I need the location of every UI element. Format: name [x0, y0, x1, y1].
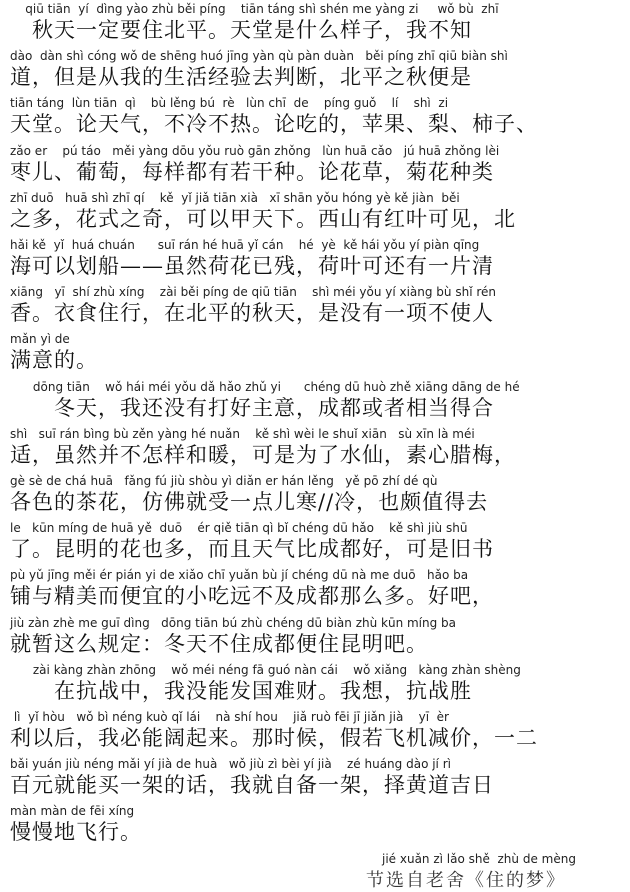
pinyin-row: mǎn yì de: [10, 332, 70, 347]
hanzi-row: 海可以划船——虽然荷花已残，荷叶可还有一片清: [10, 254, 494, 278]
hanzi-row: 之多，花式之奇，可以甲天下。西山有红叶可见，北: [10, 206, 516, 231]
pinyin-row: shì suī rán bìng bù zěn yàng hé nuǎn kě shì wèi le shuǐ xiān sù xīn là méi: [10, 426, 475, 441]
hanzi-row: 利以后，我必能阔起来。那时候，假若飞机减价，一二: [10, 726, 538, 750]
pinyin-row: tiān táng lùn tiān qì bù lěng bú rè lùn chī de píng guǒ lí shì zi: [10, 96, 449, 111]
pinyin-row: xiāng yī shí zhù xíng zài běi píng de qiū tiān shì méi yǒu yí xiàng bù shǐ rén: [10, 285, 497, 300]
pinyin-row: pù yǔ jīng měi ér pián yi de xiǎo chī yuǎn bù jí chéng dū nà me duō hǎo ba: [10, 568, 469, 583]
source-citation: 节选自老舍《住的梦》: [366, 870, 566, 891]
hanzi-row: 在抗战中，我没能发国难财。我想，抗战胜: [10, 678, 472, 703]
hanzi-row: 满意的。: [10, 348, 98, 373]
hanzi-row: 各色的茶花，仿佛就受一点儿寒//冷，也颇值得去: [10, 490, 489, 514]
pinyin-row: zǎo er pú táo měi yàng dōu yǒu ruò gān zhǒng lùn huā cǎo jú huā zhǒng lèi: [10, 143, 500, 158]
pinyin-row: le kūn míng de huā yě duō ér qiě tiān qì bǐ chéng dū hǎo kě shì jiù shū: [10, 521, 468, 536]
pinyin-row: hǎi kě yǐ huá chuán suī rán hé huā yǐ cán hé yè kě hái yǒu yí piàn qīng: [10, 238, 480, 252]
pinyin-row: bǎi yuán jiù néng mǎi yí jià de huà wǒ jiù zì bèi yí jià zé huáng dào jí rì: [10, 757, 451, 772]
hanzi-row: 香。衣食住行，在北平的秋天，是没有一项不使人: [10, 301, 494, 326]
hanzi-row: 秋天一定要住北平。天堂是什么样子，我不知: [10, 18, 472, 42]
pinyin-row: dōng tiān wǒ hái méi yǒu dǎ hǎo zhǔ yi chéng dū huò zhě xiāng dāng de hé: [10, 379, 520, 394]
pinyin-row: zhī duō huā shì zhī qí kě yǐ jiǎ tiān xià xī shān yǒu hóng yè kě jiàn běi: [10, 190, 460, 205]
pinyin-row: jiù zàn zhè me guī dìng dōng tiān bú zhù chéng dū biàn zhù kūn míng ba: [10, 615, 457, 630]
hanzi-row: 就暂这么规定：冬天不住成都便住昆明吧。: [10, 631, 428, 656]
hanzi-row: 枣儿、葡萄，每样都有若干种。论花草，菊花种类: [10, 159, 494, 184]
hanzi-row: 道，但是从我的生活经验去判断，北平之秋便是: [10, 65, 472, 90]
pinyin-row: dào dàn shì cóng wǒ de shēng huó jīng yàn qù pàn duàn běi píng zhī qiū biàn shì: [10, 49, 508, 64]
pinyin-row: màn màn de fēi xíng: [10, 804, 135, 819]
hanzi-row: 冬天，我还没有打好主意，成都或者相当得合: [10, 395, 494, 420]
hanzi-row: 铺与精美而便宜的小吃远不及成都那么多。好吧，: [10, 584, 494, 609]
pinyin-row: gè sè de chá huā fǎng fú jiù shòu yì diǎn er hán lěng yě pō zhí dé qù: [10, 474, 438, 488]
pinyin-row: zài kàng zhàn zhōng wǒ méi néng fā guó nàn cái wǒ xiǎng kàng zhàn shèng: [10, 662, 521, 677]
hanzi-row: 天堂。论天气，不冷不热。论吃的，苹果、梨、柿子、: [10, 112, 538, 137]
hanzi-row: 了。昆明的花也多，而且天气比成都好，可是旧书: [10, 537, 494, 562]
pinyin-row: lì yǐ hòu wǒ bì néng kuò qǐ lái nà shí hou jiǎ ruò fēi jī jiǎn jià yī èr: [10, 710, 449, 724]
hanzi-row: 适，虽然并不怎样和暖，可是为了水仙，素心腊梅，: [10, 442, 516, 467]
source-pinyin: jié xuǎn zì lǎo shě zhù de mèng: [382, 852, 576, 866]
hanzi-row: 慢慢地飞行。: [10, 820, 142, 845]
pinyin-row: qiū tiān yí dìng yào zhù běi píng tiān táng shì shén me yàng zi wǒ bù zhī: [10, 2, 499, 16]
hanzi-row: 百元就能买一架的话，我就自备一架，择黄道吉日: [10, 773, 494, 798]
